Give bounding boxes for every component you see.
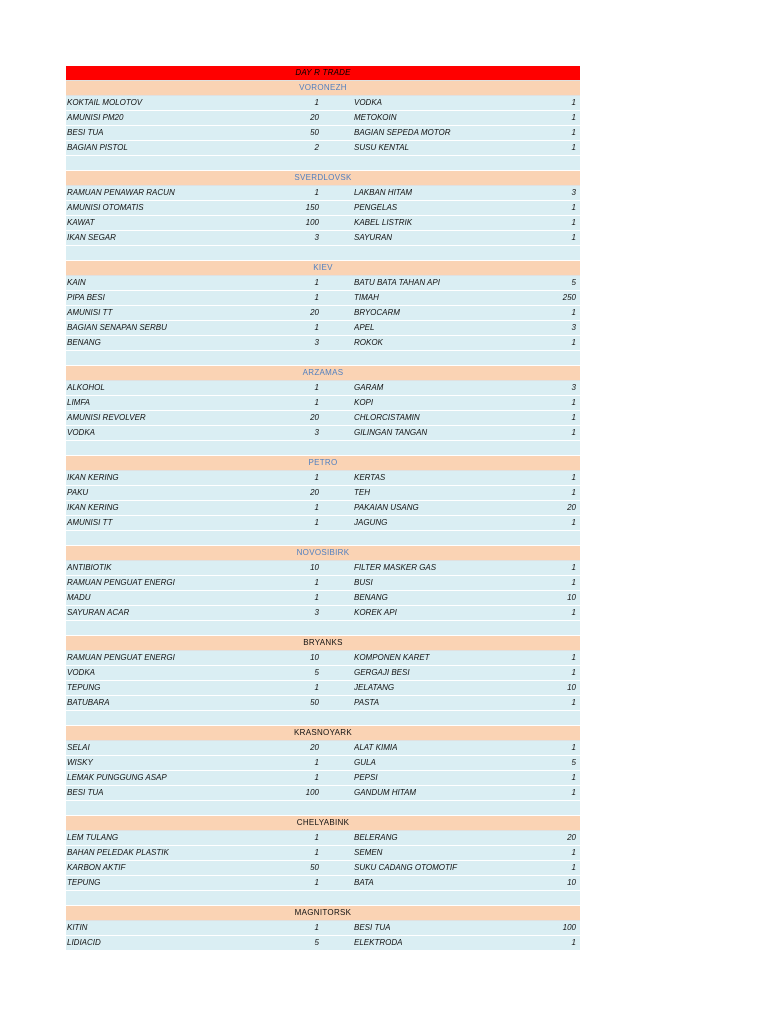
give-item-name: WISKY (67, 758, 93, 767)
get-item-name: TIMAH (354, 293, 379, 302)
get-item-name: SAYURAN (354, 233, 393, 242)
give-item-qty: 1 (314, 833, 319, 842)
spacer-row (66, 156, 580, 171)
column-gap (322, 606, 354, 620)
column-gap (322, 381, 354, 395)
get-item-qty: 1 (571, 863, 576, 872)
get-item-name: BENANG (354, 593, 388, 602)
get-item-qty: 1 (571, 488, 576, 497)
trade-row (66, 756, 580, 771)
column-gap (322, 216, 354, 230)
give-item-name: BESI TUA (67, 128, 104, 137)
column-gap (322, 486, 354, 500)
spacer-row (66, 891, 580, 906)
get-item-name: SEMEN (354, 848, 383, 857)
trade-row (66, 186, 580, 201)
give-item-name: BAGIAN PISTOL (67, 143, 128, 152)
trade-row (66, 741, 580, 756)
give-item-name: RAMUAN PENGUAT ENERGI (67, 578, 175, 587)
column-gap (322, 786, 354, 800)
trade-row (66, 576, 580, 591)
trade-row (66, 231, 580, 246)
city-header: VORONEZH (66, 81, 580, 96)
get-item-name: KABEL LISTRIK (354, 218, 413, 227)
trade-row (66, 141, 580, 156)
column-gap (322, 741, 354, 755)
give-item-qty: 1 (314, 848, 319, 857)
trade-row (66, 861, 580, 876)
give-item-name: BATUBARA (67, 698, 110, 707)
give-item-name: BESI TUA (67, 788, 104, 797)
give-item-qty: 1 (314, 293, 319, 302)
get-item-qty: 3 (571, 188, 576, 197)
trade-table (66, 66, 580, 951)
give-item-qty: 1 (314, 383, 319, 392)
column-gap (322, 846, 354, 860)
column-gap (322, 396, 354, 410)
trade-row (66, 606, 580, 621)
get-item-qty: 1 (571, 398, 576, 407)
trade-row (66, 681, 580, 696)
give-item-qty: 20 (310, 413, 319, 422)
trade-row (66, 306, 580, 321)
give-item-qty: 1 (314, 98, 319, 107)
column-gap (322, 471, 354, 485)
column-gap (322, 921, 354, 935)
get-item-name: BUSI (354, 578, 373, 587)
give-item-qty: 1 (314, 878, 319, 887)
give-item-name: LIDIACID (67, 938, 101, 947)
get-item-name: KOMPONEN KARET (354, 653, 430, 662)
trade-row (66, 471, 580, 486)
column-gap (322, 96, 354, 110)
spacer-row (66, 441, 580, 456)
give-item-qty: 100 (305, 788, 319, 797)
give-item-name: IKAN KERING (67, 473, 119, 482)
column-gap (322, 306, 354, 320)
get-item-name: GILINGAN TANGAN (354, 428, 428, 437)
get-item-qty: 1 (571, 143, 576, 152)
column-gap (322, 561, 354, 575)
give-item-name: KAWAT (67, 218, 95, 227)
trade-row (66, 921, 580, 936)
city-header: NOVOSIBIRK (66, 546, 580, 561)
trade-row (66, 321, 580, 336)
spacer-row (66, 711, 580, 726)
give-item-name: AMUNISI TT (67, 518, 113, 527)
give-item-name: SAYURAN ACAR (67, 608, 130, 617)
get-item-qty: 20 (567, 503, 576, 512)
get-item-name: LAKBAN HITAM (354, 188, 413, 197)
give-item-qty: 20 (310, 308, 319, 317)
give-item-qty: 5 (314, 668, 319, 677)
get-item-name: SUSU KENTAL (354, 143, 409, 152)
get-item-name: KERTAS (354, 473, 386, 482)
trade-row (66, 216, 580, 231)
column-gap (322, 291, 354, 305)
give-item-name: TEPUNG (67, 683, 101, 692)
get-item-name: GERGAJI BESI (354, 668, 410, 677)
spacer-row (66, 351, 580, 366)
trade-row (66, 846, 580, 861)
get-item-qty: 100 (562, 923, 576, 932)
give-item-qty: 1 (314, 578, 319, 587)
city-header: ARZAMAS (66, 366, 580, 381)
give-item-name: LEM TULANG (67, 833, 119, 842)
trade-row (66, 126, 580, 141)
city-header: PETRO (66, 456, 580, 471)
give-item-name: IKAN KERING (67, 503, 119, 512)
column-gap (322, 756, 354, 770)
spacer-row (66, 531, 580, 546)
get-item-qty: 1 (571, 578, 576, 587)
column-gap (322, 876, 354, 890)
give-item-qty: 1 (314, 683, 319, 692)
give-item-qty: 3 (314, 428, 319, 437)
spacer-row (66, 246, 580, 261)
give-item-qty: 10 (310, 653, 319, 662)
column-gap (322, 201, 354, 215)
get-item-name: PAKAIAN USANG (354, 503, 419, 512)
give-item-name: VODKA (67, 428, 96, 437)
trade-row (66, 666, 580, 681)
column-gap (322, 276, 354, 290)
get-item-qty: 1 (571, 788, 576, 797)
give-item-name: AMUNISI REVOLVER (67, 413, 146, 422)
trade-row (66, 696, 580, 711)
get-item-qty: 1 (571, 938, 576, 947)
trade-row (66, 771, 580, 786)
spacer-row (66, 621, 580, 636)
get-item-name: KOPI (354, 398, 374, 407)
give-item-name: KITIN (67, 923, 88, 932)
column-gap (322, 771, 354, 785)
give-item-name: IKAN SEGAR (67, 233, 116, 242)
get-item-name: GULA (354, 758, 376, 767)
give-item-qty: 1 (314, 758, 319, 767)
column-gap (322, 936, 354, 950)
get-item-name: TEH (354, 488, 370, 497)
get-item-name: METOKOIN (354, 113, 397, 122)
get-item-name: FILTER MASKER GAS (354, 563, 437, 572)
get-item-qty: 1 (571, 518, 576, 527)
give-item-name: AMUNISI TT (67, 308, 113, 317)
give-item-qty: 20 (310, 488, 319, 497)
give-item-qty: 150 (305, 203, 319, 212)
column-gap (322, 336, 354, 350)
give-item-name: PAKU (67, 488, 89, 497)
give-item-name: LIMFA (67, 398, 90, 407)
column-gap (322, 666, 354, 680)
trade-row (66, 486, 580, 501)
give-item-qty: 1 (314, 923, 319, 932)
give-item-name: KAIN (67, 278, 86, 287)
give-item-name: AMUNISI OTOMATIS (67, 203, 144, 212)
give-item-qty: 1 (314, 473, 319, 482)
table-title: DAY R TRADE (66, 66, 580, 81)
trade-row (66, 111, 580, 126)
get-item-qty: 1 (571, 428, 576, 437)
give-item-qty: 2 (314, 143, 319, 152)
city-header: BRYANKS (66, 636, 580, 651)
get-item-qty: 1 (571, 563, 576, 572)
trade-row (66, 411, 580, 426)
get-item-name: CHLORCISTAMIN (354, 413, 420, 422)
get-item-name: ELEKTRODA (354, 938, 403, 947)
give-item-qty: 3 (314, 608, 319, 617)
trade-row (66, 561, 580, 576)
get-item-name: ROKOK (354, 338, 383, 347)
trade-row (66, 516, 580, 531)
get-item-name: SUKU CADANG OTOMOTIF (354, 863, 457, 872)
city-header: KRASNOYARK (66, 726, 580, 741)
get-item-qty: 10 (567, 878, 576, 887)
get-item-qty: 1 (571, 308, 576, 317)
column-gap (322, 696, 354, 710)
give-item-name: PIPA BESI (67, 293, 105, 302)
column-gap (322, 591, 354, 605)
column-gap (322, 141, 354, 155)
give-item-name: KARBON AKTIF (67, 863, 126, 872)
give-item-name: RAMUAN PENGUAT ENERGI (67, 653, 175, 662)
get-item-name: BATU BATA TAHAN API (354, 278, 440, 287)
give-item-qty: 1 (314, 518, 319, 527)
get-item-name: PASTA (354, 698, 380, 707)
give-item-name: MADU (67, 593, 91, 602)
get-item-qty: 3 (571, 323, 576, 332)
get-item-name: JAGUNG (354, 518, 388, 527)
trade-row (66, 201, 580, 216)
get-item-qty: 1 (571, 128, 576, 137)
get-item-name: ALAT KIMIA (354, 743, 398, 752)
trade-row (66, 876, 580, 891)
get-item-name: JELATANG (354, 683, 395, 692)
sections-container (66, 81, 580, 951)
give-item-name: BAHAN PELEDAK PLASTIK (67, 848, 169, 857)
give-item-qty: 5 (314, 938, 319, 947)
give-item-name: ANTIBIOTIK (67, 563, 112, 572)
get-item-qty: 250 (562, 293, 576, 302)
give-item-qty: 1 (314, 503, 319, 512)
give-item-qty: 1 (314, 188, 319, 197)
get-item-qty: 1 (571, 338, 576, 347)
column-gap (322, 516, 354, 530)
trade-row (66, 936, 580, 951)
give-item-qty: 1 (314, 773, 319, 782)
get-item-qty: 1 (571, 473, 576, 482)
trade-row (66, 831, 580, 846)
get-item-qty: 5 (571, 758, 576, 767)
trade-row (66, 786, 580, 801)
get-item-qty: 20 (567, 833, 576, 842)
get-item-qty: 1 (571, 98, 576, 107)
give-item-name: SELAI (67, 743, 90, 752)
get-item-qty: 1 (571, 608, 576, 617)
city-header: CHELYABINK (66, 816, 580, 831)
give-item-qty: 3 (314, 233, 319, 242)
get-item-qty: 1 (571, 233, 576, 242)
get-item-name: GARAM (354, 383, 384, 392)
get-item-qty: 5 (571, 278, 576, 287)
get-item-name: BESI TUA (354, 923, 391, 932)
column-gap (322, 831, 354, 845)
get-item-name: BAGIAN SEPEDA MOTOR (354, 128, 451, 137)
get-item-qty: 1 (571, 113, 576, 122)
column-gap (322, 426, 354, 440)
get-item-qty: 1 (571, 848, 576, 857)
get-item-qty: 1 (571, 668, 576, 677)
give-item-name: AMUNISI PM20 (67, 113, 124, 122)
get-item-qty: 1 (571, 413, 576, 422)
give-item-qty: 1 (314, 278, 319, 287)
get-item-qty: 3 (571, 383, 576, 392)
get-item-name: PEPSI (354, 773, 378, 782)
city-header: KIEV (66, 261, 580, 276)
give-item-qty: 1 (314, 398, 319, 407)
give-item-name: VODKA (67, 668, 96, 677)
give-item-qty: 1 (314, 593, 319, 602)
give-item-name: ALKOHOL (67, 383, 105, 392)
give-item-qty: 50 (310, 863, 319, 872)
give-item-qty: 20 (310, 743, 319, 752)
trade-row (66, 591, 580, 606)
trade-row (66, 336, 580, 351)
get-item-name: BATA (354, 878, 374, 887)
trade-row (66, 96, 580, 111)
give-item-name: LEMAK PUNGGUNG ASAP (67, 773, 167, 782)
give-item-qty: 1 (314, 323, 319, 332)
get-item-name: BELERANG (354, 833, 398, 842)
get-item-name: GANDUM HITAM (354, 788, 417, 797)
get-item-qty: 1 (571, 203, 576, 212)
trade-row (66, 501, 580, 516)
trade-row (66, 651, 580, 666)
column-gap (322, 411, 354, 425)
get-item-qty: 10 (567, 593, 576, 602)
column-gap (322, 186, 354, 200)
give-item-qty: 50 (310, 698, 319, 707)
column-gap (322, 681, 354, 695)
get-item-name: VODKA (354, 98, 383, 107)
give-item-name: RAMUAN PENAWAR RACUN (67, 188, 175, 197)
get-item-qty: 1 (571, 653, 576, 662)
column-gap (322, 126, 354, 140)
spacer-row (66, 801, 580, 816)
trade-row (66, 396, 580, 411)
column-gap (322, 111, 354, 125)
trade-row (66, 291, 580, 306)
get-item-name: BRYOCARM (354, 308, 400, 317)
give-item-qty: 10 (310, 563, 319, 572)
give-item-name: KOKTAIL MOLOTOV (67, 98, 143, 107)
give-item-qty: 50 (310, 128, 319, 137)
column-gap (322, 861, 354, 875)
city-header: SVERDLOVSK (66, 171, 580, 186)
get-item-qty: 1 (571, 698, 576, 707)
get-item-qty: 1 (571, 743, 576, 752)
give-item-name: BENANG (67, 338, 101, 347)
column-gap (322, 231, 354, 245)
get-item-name: APEL (354, 323, 375, 332)
give-item-name: TEPUNG (67, 878, 101, 887)
get-item-qty: 10 (567, 683, 576, 692)
get-item-qty: 1 (571, 218, 576, 227)
give-item-qty: 100 (305, 218, 319, 227)
get-item-qty: 1 (571, 773, 576, 782)
give-item-name: BAGIAN SENAPAN SERBU (67, 323, 167, 332)
get-item-name: PENGELAS (354, 203, 398, 212)
trade-row (66, 381, 580, 396)
column-gap (322, 501, 354, 515)
get-item-name: KOREK API (354, 608, 397, 617)
give-item-qty: 3 (314, 338, 319, 347)
column-gap (322, 321, 354, 335)
trade-row (66, 276, 580, 291)
trade-row (66, 426, 580, 441)
city-header: MAGNITORSK (66, 906, 580, 921)
give-item-qty: 20 (310, 113, 319, 122)
column-gap (322, 576, 354, 590)
column-gap (322, 651, 354, 665)
